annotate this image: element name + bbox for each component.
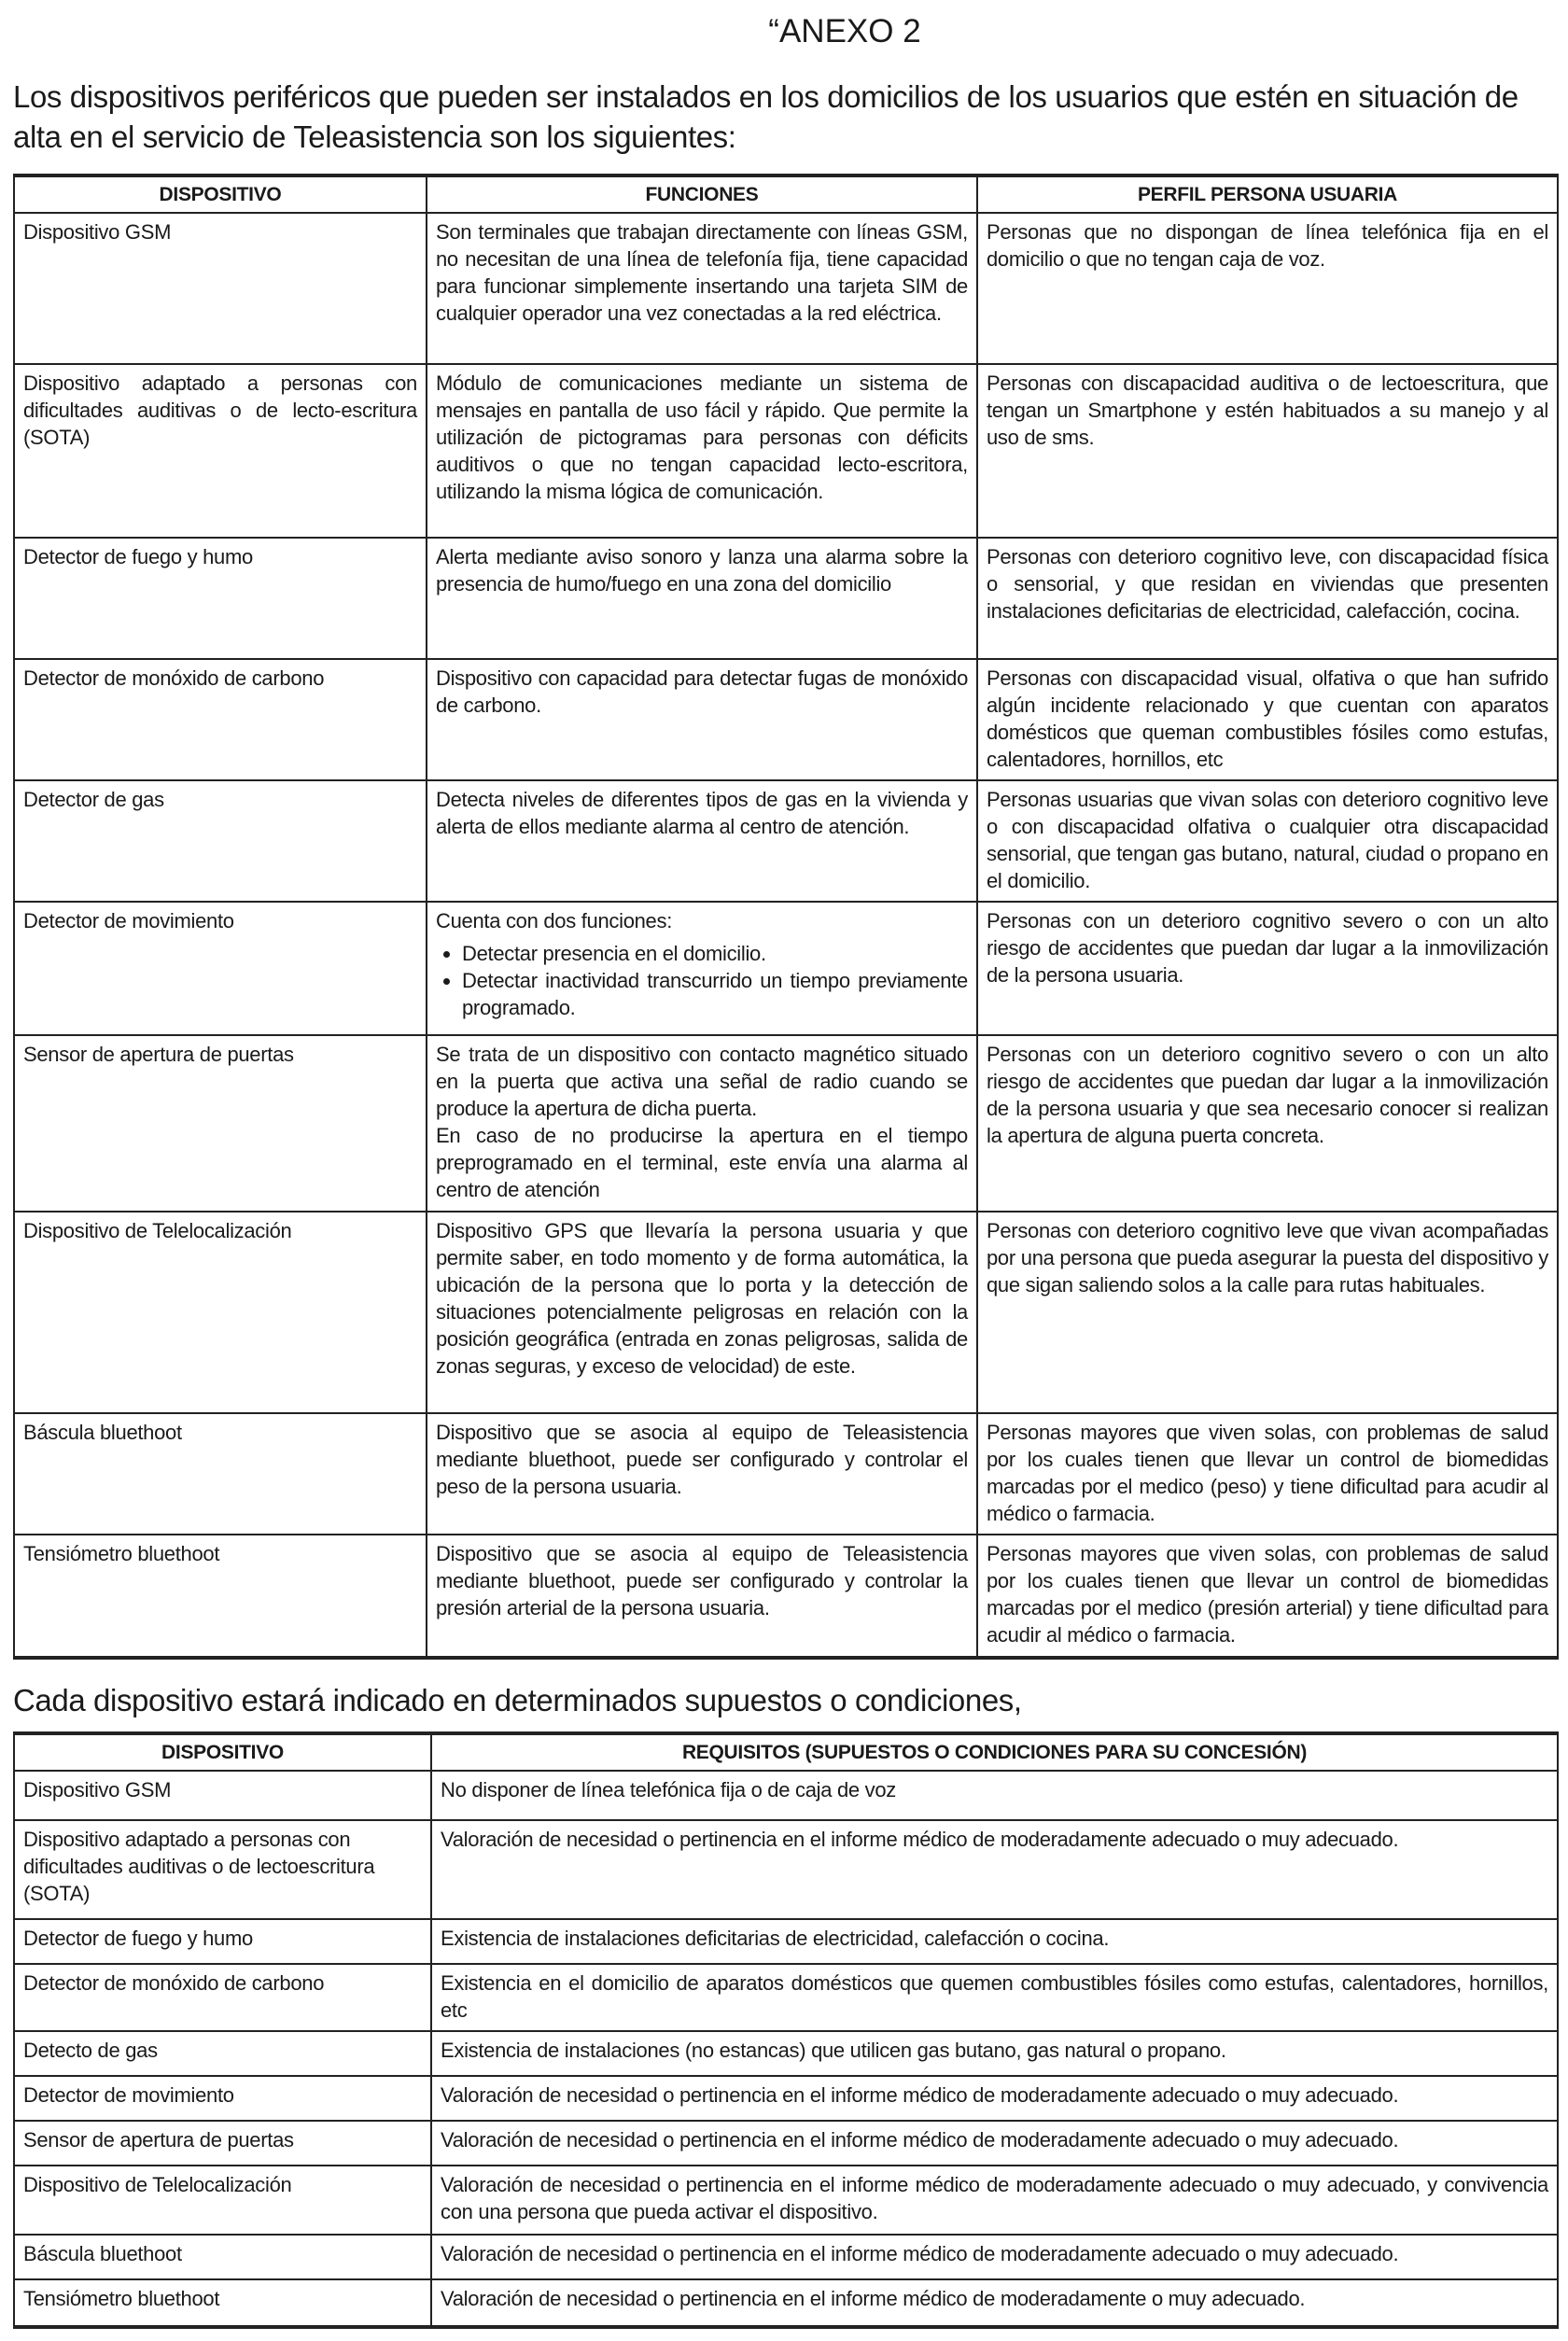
functions-text: Dispositivo que se asocia al equipo de Teleasistencia mediante bluethoot, puede ser configurado y controlar el peso de la persona usuaria. [436,1421,968,1498]
requirements-cell: Valoración de necesidad o pertinencia en el informe médico de moderadamente adecuado o muy adecuado. [431,2121,1558,2166]
table-row [14,1535,1558,1658]
functions-cell [427,659,977,780]
profile-cell: Personas con discapacidad auditiva o de lectoescritura, que tengan un Smartphone y estén habituados a su manejo y al uso de sms. [977,364,1558,538]
functions-cell [427,902,977,1035]
device-cell: Detector de movimiento [14,902,427,1035]
requirements-cell: Valoración de necesidad o pertinencia en el informe médico de moderadamente o muy adecuado. [431,2279,1558,2327]
annex-title: “ANEXO 2 [768,13,921,49]
requirements-cell: Valoración de necesidad o pertinencia en el informe médico de moderadamente adecuado o muy adecuado. [431,2076,1558,2121]
device-cell: Dispositivo adaptado a personas con dificultades auditivas o de lecto-escritura (SOTA) [14,364,427,538]
device-cell: Dispositivo GSM [14,213,427,364]
device-cell: Dispositivo de Telelocalización [14,1212,427,1413]
profile-cell: Personas con deterioro cognitivo leve, con discapacidad física o sensorial, y que residan en viviendas que presenten instalaciones deficitarias de electricidad, calefacción, cocina. [977,538,1558,659]
requirements-cell: Existencia de instalaciones (no estancas) que utilicen gas butano, gas natural o propano. [431,2031,1558,2076]
functions-cell [427,780,977,902]
device-cell: Tensiómetro bluethoot [14,2279,431,2327]
functions-text: En caso de no producirse la apertura en el tiempo preprogramado en el terminal, este envía una alarma al centro de atención [436,1124,968,1201]
device-cell: Detector de monóxido de carbono [14,659,427,780]
device-cell: Detector de gas [14,780,427,902]
requirements-cell: Existencia de instalaciones deficitarias de electricidad, calefacción o cocina. [431,1919,1558,1964]
table-row [14,364,1558,538]
functions-text: Módulo de comunicaciones mediante un sistema de mensajes en pantalla de uso fácil y rápido. Que permite la utilización de pictogramas para personas con déficits auditivos o que no tengan capacidad lecto-escritora, utilizando la misma lógica de comunicación. [436,371,968,503]
functions-list [436,940,968,1021]
functions-cell [427,1413,977,1535]
functions-text: Dispositivo con capacidad para detectar fugas de monóxido de carbono. [436,666,968,717]
device-cell: Detector de fuego y humo [14,538,427,659]
table-row [14,538,1558,659]
table-row [14,902,1558,1035]
table-row [14,2076,1558,2121]
conditions-paragraph: Cada dispositivo estará indicado en determinados supuestos o condiciones, [13,1683,1022,1717]
requirements-cell: Existencia en el domicilio de aparatos domésticos que quemen combustibles fósiles como estufas, calentadores, hornillos, etc [431,1964,1558,2031]
table-row [14,1964,1558,2031]
header-profile: PERFIL PERSONA USUARIA [977,175,1558,213]
intro-paragraph: Los dispositivos periféricos que pueden ser instalados en los domicilios de los usuarios que estén en situación de alta en el servicio de Teleasistencia son los siguientes: [13,79,1519,154]
table-row [14,1212,1558,1413]
device-cell: Tensiómetro bluethoot [14,1535,427,1658]
table-header-row [14,175,1558,213]
table-row [14,1035,1558,1212]
profile-cell: Personas con un deterioro cognitivo severo o con un alto riesgo de accidentes que puedan dar lugar a la inmovilización de la persona usuaria. [977,902,1558,1035]
functions-cell [427,1035,977,1212]
profile-cell: Personas mayores que viven solas, con problemas de salud por los cuales tienen que llevar un control de biomedidas marcadas por el medico (peso) y tiene dificultad para acudir al médico o farmacia. [977,1413,1558,1535]
table-row [14,2279,1558,2327]
requirements-cell: Valoración de necesidad o pertinencia en el informe médico de moderadamente adecuado o muy adecuado. [431,1820,1558,1919]
profile-cell: Personas con discapacidad visual, olfativa o que han sufrido algún incidente relacionado y que cuentan con aparatos domésticos que queman combustibles fósiles como estufas, calentadores, hornillos, etc [977,659,1558,780]
device-cell: Sensor de apertura de puertas [14,1035,427,1212]
requirements-cell: No disponer de línea telefónica fija o de caja de voz [431,1771,1558,1820]
profile-cell: Personas con un deterioro cognitivo severo o con un alto riesgo de accidentes que puedan dar lugar a la inmovilización de la persona usuaria y que sea necesario conocer si realizan la apertura de alguna puerta concreta. [977,1035,1558,1212]
device-cell: Detecto de gas [14,2031,431,2076]
requirements-cell: Valoración de necesidad o pertinencia en el informe médico de moderadamente adecuado o muy adecuado, y convivencia con una persona que pueda activar el dispositivo. [431,2166,1558,2235]
table-row [14,659,1558,780]
device-cell: Dispositivo adaptado a personas con dificultades auditivas o de lectoescritura (SOTA) [14,1820,431,1919]
profile-cell: Personas que no dispongan de línea telefónica fija en el domicilio o que no tengan caja de voz. [977,213,1558,364]
device-cell: Dispositivo de Telelocalización [14,2166,431,2235]
profile-cell: Personas mayores que viven solas, con problemas de salud por los cuales tienen que llevar un control de biomedidas marcadas por el medico (presión arterial) y tiene dificultad para acudir al médico o farmacia. [977,1535,1558,1658]
device-cell: Detector de fuego y humo [14,1919,431,1964]
table-row [14,1413,1558,1535]
table-row [14,1820,1558,1919]
functions-text: Dispositivo que se asocia al equipo de Teleasistencia mediante bluethoot, puede ser configurado y controlar la presión arterial de la persona usuaria. [436,1542,968,1619]
device-cell: Detector de movimiento [14,2076,431,2121]
table-row [14,1919,1558,1964]
table-row [14,2166,1558,2235]
table-row [14,2031,1558,2076]
functions-cell [427,538,977,659]
functions-text: Alerta mediante aviso sonoro y lanza una alarma sobre la presencia de humo/fuego en una zona del domicilio [436,545,968,596]
functions-cell [427,1212,977,1413]
header-device: DISPOSITIVO [14,1733,431,1771]
header-requirements: REQUISITOS (SUPUESTOS O CONDICIONES PARA SU CONCESIÓN) [431,1733,1558,1771]
device-cell: Detector de monóxido de carbono [14,1964,431,2031]
profile-cell: Personas usuarias que vivan solas con deterioro cognitivo leve o con discapacidad olfativa o cualquier otra discapacidad sensorial, que tengan gas butano, natural, ciudad o propano en el domicilio. [977,780,1558,902]
functions-text: Cuenta con dos funciones: [436,909,673,932]
functions-text: Detecta niveles de diferentes tipos de gas en la vivienda y alerta de ellos mediante alarma al centro de atención. [436,788,968,838]
header-functions: FUNCIONES [427,175,977,213]
header-device: DISPOSITIVO [14,175,427,213]
device-cell: Dispositivo GSM [14,1771,431,1820]
device-cell: Báscula bluethoot [14,2235,431,2279]
table-header-row [14,1733,1558,1771]
functions-text: Son terminales que trabajan directamente con líneas GSM, no necesitan de una línea de telefonía fija, tiene capacidad para funcionar simplemente insertando una tarjeta SIM de cualquier operador una vez conectadas a la red eléctrica. [436,220,968,325]
functions-cell [427,213,977,364]
functions-list-item: • Detectar inactividad transcurrido un tiempo previamente programado. [462,967,968,1021]
table-row [14,2235,1558,2279]
device-cell: Sensor de apertura de puertas [14,2121,431,2166]
functions-text: Se trata de un dispositivo con contacto magnético situado en la puerta que activa una señal de radio cuando se produce la apertura de dicha puerta. [436,1043,968,1120]
functions-cell [427,1535,977,1658]
functions-list-item: • Detectar presencia en el domicilio. [462,940,968,967]
profile-cell: Personas con deterioro cognitivo leve que vivan acompañadas por una persona que pueda asegurar la puesta del dispositivo y que sigan saliendo solos a la calle para rutas habituales. [977,1212,1558,1413]
functions-cell [427,364,977,538]
devices-table [13,174,1559,1660]
table-row [14,2121,1558,2166]
requirements-table [13,1731,1559,2329]
functions-text: Dispositivo GPS que llevaría la persona usuaria y que permite saber, en todo momento y de forma automática, la ubicación de la persona que lo porta y la detección de situaciones potencialmente peligrosas en relación con la posición geográfica (entrada en zonas peligrosas, salida de zonas seguras, y exceso de velocidad) de este. [436,1219,968,1378]
table-row [14,780,1558,902]
table-row [14,213,1558,364]
requirements-cell: Valoración de necesidad o pertinencia en el informe médico de moderadamente adecuado o muy adecuado. [431,2235,1558,2279]
table-row [14,1771,1558,1820]
device-cell: Báscula bluethoot [14,1413,427,1535]
